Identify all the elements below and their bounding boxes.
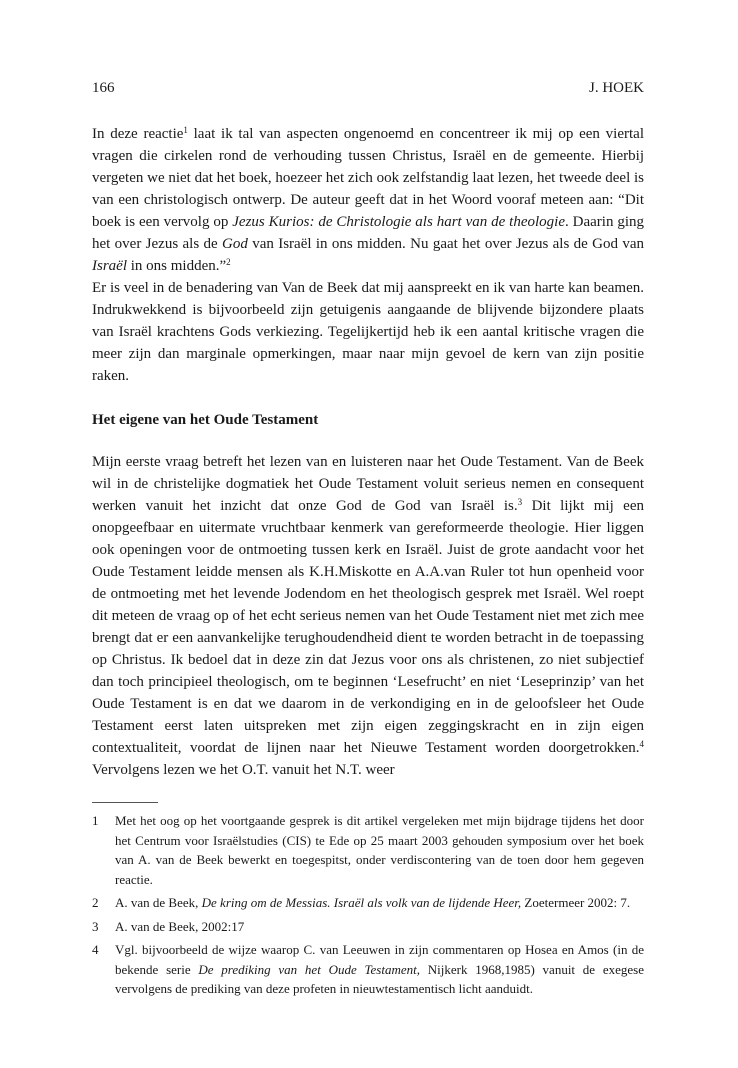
running-title: J. HOEK xyxy=(589,80,644,96)
intro-text xyxy=(92,123,644,387)
footnote-ref-4[interactable]: 4 xyxy=(639,739,644,749)
footnote-1: 1 Met het oog op het voortgaande gesprek is dit artikel vergeleken met mijn bijdrage tijdens het door het Centrum voor Israëlstudies (CIS) te Ede op 25 maart 2003 gehouden symposium over het boek van A. van de Beek bewerkt en toegespitst, onder verdiscontering van de toen door hem gegeven reactie. xyxy=(92,813,644,887)
section-paragraph: Mijn eerste vraag betreft het lezen van en luisteren naar het Oude Testament. Van de Beek wil in de christelijke dogmatiek het Oude Testament voluit serieus nemen en consequent werken vanuit het inzicht dat onze God de God van Israël is.$^3$ Dit lijkt mij een onopgeefbaar en uitermate vruchtbaar kenmerk van gereformeerde theologie. Hier liggen ook openingen voor de ontmoeting tussen kerk en Israël. Juist de grote aandacht voor het Oude Testament leidde mensen als K.H.Miskotte en A.A.van Ruler tot hun openheid voor de ontmoeting met het levende Jodendom en het theologisch gesprek met Israël. Wel roept dit meteen de vraag op of het echt serieus nemen van het Oude Testament niet met zich mee brengt dat er een aanvankelijke terughoudendheid dient te worden betracht in de toepassing op Christus. Ik bedoel dat in deze zin dat Jezus voor ons als christenen, zo niet subjectief dan toch principieel theologisch, om te beginnen ‘Lesefrucht’ en niet ‘Leseprinzip’ van het Oude Testament is en dat we daarom in de verkondiging en in de geloofsleer het Oude Testament eerst laten uitspreken met zijn eigen zeggingskracht en in zijn eigen contextualiteit, voordat de lijnen naar het Nieuwe Testament worden doorgetrokken.$^4$ Vervolgens lezen we het O.T. vanuit het N.T. weer xyxy=(92,454,644,778)
footnote-divider xyxy=(92,802,158,803)
footnote-4: 4 Vgl. bijvoorbeeld de wijze waarop C. van Leeuwen in zijn commentaren op Hosea en Amos (in de bekende serie De prediking van het Oude Testament, Nijkerk 1968,1985) vanuit de exegese vervolgens de prediking van deze profeten in nieuwtestamentisch licht aanduidt. xyxy=(92,942,644,996)
footnote-ref-2[interactable]: 2 xyxy=(226,257,231,267)
footnote-ref-3[interactable]: 3 xyxy=(517,497,523,507)
intro-paragraph-2: Er is veel in de benadering van Van de Beek dat mij aanspreekt en ik van harte kan beamen. Indrukwekkend is bijvoorbeeld zijn getuigenis aangaande de blijvende bijzondere plaats van Israël krachtens Gods verkiezing. Tegelijkertijd heb ik een aantal kritische vragen die meer zijn dan marginale opmerkingen, maar naar mijn gevoel de kern van zijn positie raken. xyxy=(92,280,644,384)
footnote-ref-1[interactable]: 1 xyxy=(183,125,188,135)
section-text xyxy=(92,451,644,781)
page-number: 166 xyxy=(92,80,115,96)
footnote-2: 2 A. van de Beek, De kring om de Messias. Israël als volk van de lijdende Heer, Zoetermeer 2002: 7. xyxy=(92,895,631,910)
footnote-3: 3 A. van de Beek, 2002:17 xyxy=(92,918,245,934)
running-header xyxy=(92,78,644,98)
footnotes xyxy=(92,811,644,1003)
intro-paragraph-1: In deze reactie$^1$ laat ik tal van aspecten ongenoemd en concentreer ik mij op een viertal vragen die cirkelen rond de verhouding tussen Christus, Israël en de gemeente. Hierbij vergeten we niet dat het boek, hoezeer het zich ook zelfstandig laat lezen, het tweede deel is van een christologisch ontwerp. De auteur geeft dat in het Woord vooraf meteen aan: “Dit boek is een vervolg op Jezus Kurios: de Christologie als hart van de theologie. Daarin ging het over Jezus als de God van Israël in ons midden. Nu gaat het over Jezus als de God van Israël in ons midden.”$^2$ xyxy=(92,125,645,274)
section-heading: Het eigene van het Oude Testament xyxy=(92,412,319,428)
